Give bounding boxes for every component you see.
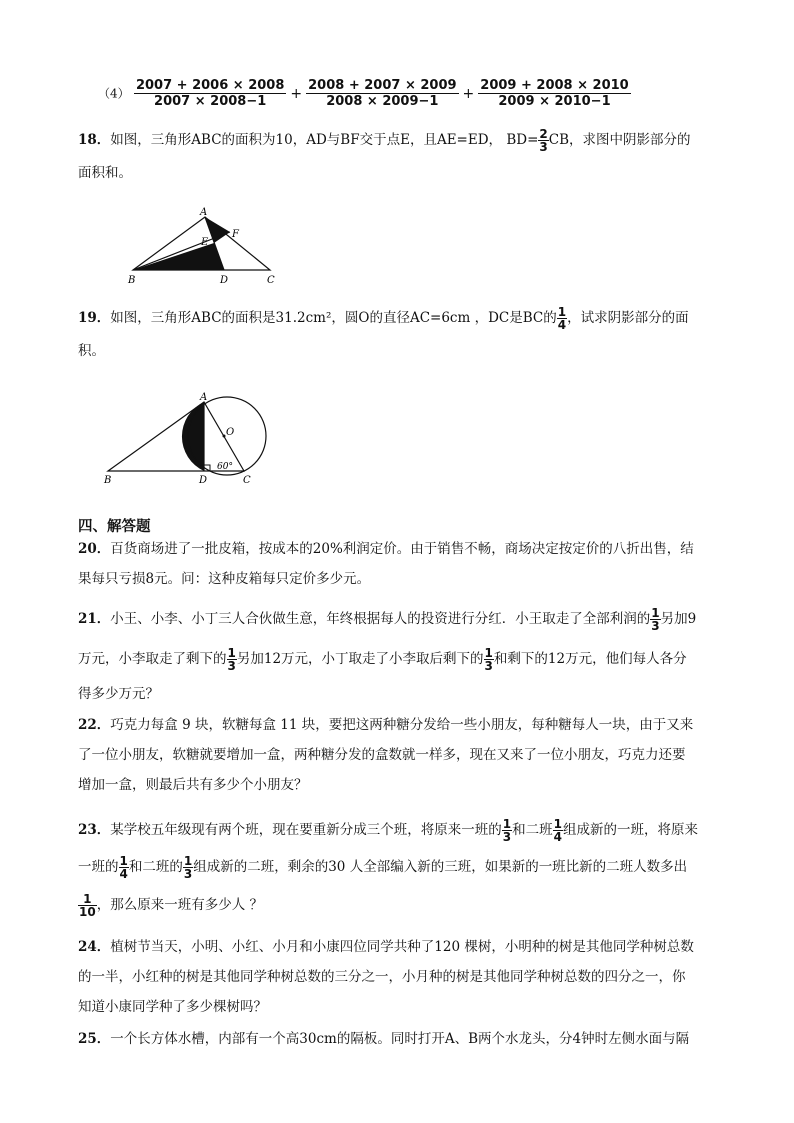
q19-label-o: O: [226, 427, 235, 438]
q19-label-d: D: [199, 475, 208, 486]
q19-line1: 19．如图，三角形ABC的面积是31.2cm²，圆O的直径AC=6cm ，DC是BC的 $\frac{1}{4}$ ，试求阴影部分的面: [78, 305, 689, 332]
q24-line2: 的一半，小红种的树是其他同学种树总数的三分之一，小月种的树是其他同学种树总数的四分之一，你: [78, 969, 686, 985]
q24-line3: 知道小康同学种了多少棵树吗？: [78, 999, 267, 1015]
q17-frac-2: $\frac{2008 + 2007 \times 2009}{2008 \times 2009-1}$: [308, 78, 457, 109]
q21-frac-3: $\frac{1}{3}$: [484, 646, 493, 673]
q18-label-a: A: [200, 207, 208, 218]
q24-line1: 24．植树节当天，小明、小红、小月和小康四位同学共种了120 棵树，小明种的树是其他同学种树总数: [78, 939, 694, 955]
q20-line2: 果每只亏损8元。问：这种皮箱每只定价多少元。: [78, 571, 371, 587]
q19-label-a: A: [200, 392, 208, 403]
q23-line2: 一班的 $\frac{1}{4}$ 和二班的 $\frac{1}{3}$ 组成新的二班，剩余的30 人全部编入新的三班，如果新的一班比新的二班人数多出: [78, 854, 688, 881]
q19-shaded-segment: [182, 402, 204, 471]
q23-frac-1: $\frac{1}{3}$: [502, 817, 512, 844]
q21-line2: 万元，小李取走了剩下的 $\frac{1}{3}$ 另加12万元，小丁取走了小李取后剩下的 $\frac{1}{3}$ 和剩下的12万元，他们每人各分: [78, 646, 687, 673]
q19-line2: 积。: [78, 343, 105, 359]
q18-label-e: E: [201, 237, 209, 248]
q22-line3: 增加一盒，则最后共有多少个小朋友？: [78, 777, 308, 793]
q22-line2: 了一位小朋友，软糖就要增加一盒，两种糖分发的盒数就一样多，现在又来了一位小朋友，巧克力还要: [78, 747, 686, 763]
q20-line1: 20．百货商场进了一批皮箱，按成本的20%利润定价。由于销售不畅，商场决定按定价的八折出售，结: [78, 541, 694, 557]
q19-fraction: $\frac{1}{4}$: [557, 305, 567, 332]
q19-angle-label: 60°: [217, 462, 233, 472]
q23-frac-2: $\frac{1}{4}$: [553, 817, 563, 844]
q21-line3: 得多少万元？: [78, 686, 159, 702]
q23-frac-5: $\frac{1}{10}$: [79, 892, 96, 919]
q19-label-c: C: [243, 475, 251, 486]
q21-frac-1: $\frac{1}{3}$: [651, 606, 660, 633]
q17-expression: （4） $\frac{2007 + 2006 \times 2008}{2007 \times 2008-1}$ + $\frac{2008 + 2007 \times 2009}{2008 \times 2009-1}$ + $\frac{2009 + 2008 \times 2010}{2009 \times 2010-1}$: [98, 78, 629, 109]
q17-frac-1: $\frac{2007 + 2006 \times 2008}{2007 \times 2008-1}$: [135, 78, 285, 109]
q23-frac-3: $\frac{1}{4}$: [119, 854, 128, 881]
q18-shade-bed: [133, 243, 224, 270]
q18-label-b: B: [128, 275, 136, 286]
q23-frac-4: $\frac{1}{3}$: [183, 854, 193, 881]
section-title: 四、解答题: [78, 519, 151, 535]
q19-figure: [100, 388, 275, 488]
q18-fraction: $\frac{2}{3}$: [539, 127, 548, 154]
q25-line1: 25．一个长方体水槽，内部有一个高30cm的隔板。同时打开A、B两个水龙头，分4钟时左侧水面与隔: [78, 1031, 690, 1047]
q23-line3: $\frac{1}{10}$ ，那么原来一班有多少人 ？: [79, 892, 263, 919]
q18-label-f: F: [232, 229, 239, 240]
q21-line1: 21．小王、小李、小丁三人合伙做生意，年终根据每人的投资进行分红．小王取走了全部利润的 $\frac{1}{3}$ 另加9: [78, 606, 697, 633]
q19-label-b: B: [104, 475, 112, 486]
q18-figure: [120, 203, 290, 288]
q23-line1: 23．某学校五年级现有两个班，现在要重新分成三个班，将原来一班的 $\frac{1}{3}$ 和二班 $\frac{1}{4}$ 组成新的一班，将原来: [78, 817, 699, 844]
q17-frac-3: $\frac{2009 + 2008 \times 2010}{2009 \times 2010-1}$: [480, 78, 629, 109]
q22-line1: 22．巧克力每盒 9 块，软糖每盒 11 块，要把这两种糖分发给一些小朋友，每种糖每人一块，由于又来: [78, 717, 694, 733]
q21-frac-2: $\frac{1}{3}$: [227, 646, 236, 673]
q18-line1: 18．如图，三角形ABC的面积为10，AD与BF交于点E，且AE=ED， BD= $\frac{2}{3}$ CB，求图中阴影部分的: [78, 127, 691, 154]
q17-label: （4）: [98, 86, 130, 101]
q18-label-d: D: [220, 275, 229, 286]
q18-shade-aef: [205, 217, 230, 243]
q18-label-c: C: [267, 275, 275, 286]
q18-line2: 面积和。: [78, 165, 132, 181]
